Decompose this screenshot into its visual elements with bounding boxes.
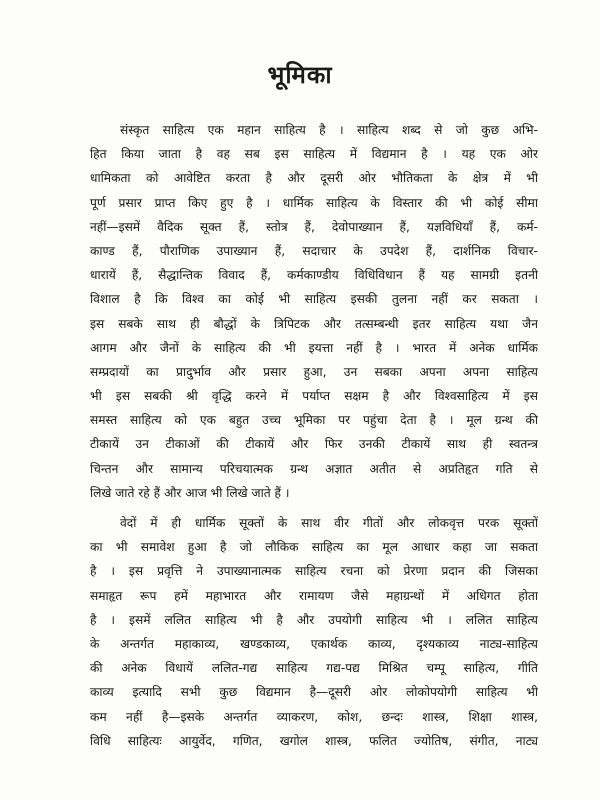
text-line: है । इसमें ललित साहित्य भी है और उपयोगी साहित्य भी । ललित साहित्य: [90, 612, 538, 627]
text-line: चिन्तन और सामान्य परिचयात्मक ग्रन्थ अज्ञात अतीत से अप्रतिहृत गति से: [90, 461, 538, 476]
text-line: वेदों में ही धार्मिक सूक्तों के साथ वीर गीतों और लोकवृत्त परक सूक्तों: [120, 516, 538, 530]
text-line: समस्त साहित्य को एक बहुत उच्च भूमिका पर पहुंचा देता है । मूल ग्रन्थ की: [90, 413, 538, 428]
text-line: पूर्ण प्रसार प्राप्त किए हुए है । धार्मिक साहित्य के विस्तार की भी कोई सीमा: [90, 195, 538, 210]
paragraph-1: [90, 118, 538, 505]
text-line: सम्प्रदायों का प्रादुर्भाव और प्रसार हुआ, उन सबका अपना अपना साहित्य: [90, 364, 538, 379]
text-line: कम नहीं है—इसके अन्तर्गत व्याकरण, कोश, छन्दः शास्त्र, शिक्षा शास्त्र,: [90, 709, 538, 724]
text-line: विशाल है कि विश्व का कोई भी साहित्य इसकी तुलना नहीं कर सकता ।: [90, 292, 538, 307]
text-line: भी इस सबकी श्री वृद्धि करने में पर्याप्त सक्षम है और विश्वसाहित्य में इस: [90, 389, 538, 404]
text-line: हित किया जाता है वह सब इस साहित्य में विद्यमान है । यह एक ओर: [90, 147, 538, 162]
text-line: धामिकता को आवेष्टित करता है और दूसरी ओर भौतिकता के क्षेत्र में भी: [90, 171, 538, 186]
text-line: की अनेक विधायें ललित-गद्य साहित्य गद्य-पद्य मिश्रित चम्पू साहित्य, गीति: [90, 661, 538, 676]
text-line: धारायें हैं, सैद्धान्तिक विवाद हैं, कर्मकाण्डीय विधिविधान हैं यह सामग्री इतनी: [90, 268, 538, 283]
body-text: [90, 118, 538, 753]
text-line: काव्य इत्यादि सभी कुछ विद्यमान है—दूसरी ओर लोकोपयोगी साहित्य भी: [90, 685, 538, 700]
text-line: का भी समावेश हुआ है जो लौकिक साहित्य का मूल आधार कहा जा सकता: [90, 540, 538, 555]
text-line: संस्कृत साहित्य एक महान साहित्य है । साहित्य शब्द से जो कुछ अभि-: [120, 123, 538, 137]
text-line: है । इस प्रवृत्ति ने उपाख्यानात्मक साहित्य रचना को प्रेरणा प्रदान की जिसका: [90, 564, 538, 579]
text-line: विधि साहित्यः आयुर्वेद, गणित, खगोल शास्त्र, फलित ज्योतिष, संगीत, नाट्य: [90, 733, 538, 748]
text-line: नहीं—इसमें वैदिक सूक्त हैं, स्तोत्र हैं, देवोपाख्यान हैं, यज्ञविधियाँ हैं, कर्म-: [90, 219, 538, 234]
paragraph-2: [90, 511, 538, 753]
text-line: टीकायें उन टीकाओं की टीकायें और फिर उनकी टीकायें साथ ही स्वतन्त्र: [90, 437, 538, 452]
text-line: आगम और जैनों के साहित्य की भी इयत्ता नहीं है । भारत में अनेक धार्मिक: [90, 340, 538, 355]
text-line: के अन्तर्गत महाकाव्य, खण्डकाव्य, एकार्थक काव्य, दृश्यकाव्य नाट्य-साहित्य: [90, 636, 538, 651]
text-line: लिखे जाते रहे हैं और आज भी लिखे जाते हैं ।: [90, 485, 290, 500]
page-title: भूमिका: [267, 61, 333, 89]
text-line: इस सबके साथ ही बौद्धों के त्रिपिटक और तत्सम्बन्धी इतर साहित्य यथा जैन: [90, 316, 538, 331]
text-line: समाहृत रूप हमें महाभारत और रामायण जैसे महाग्रन्थों में अधिगत होता: [90, 588, 538, 603]
text-line: काण्ड हैं, पौराणिक उपाख्यान हैं, सदाचार के उपदेश हैं, दार्शनिक विचार-: [90, 243, 538, 258]
